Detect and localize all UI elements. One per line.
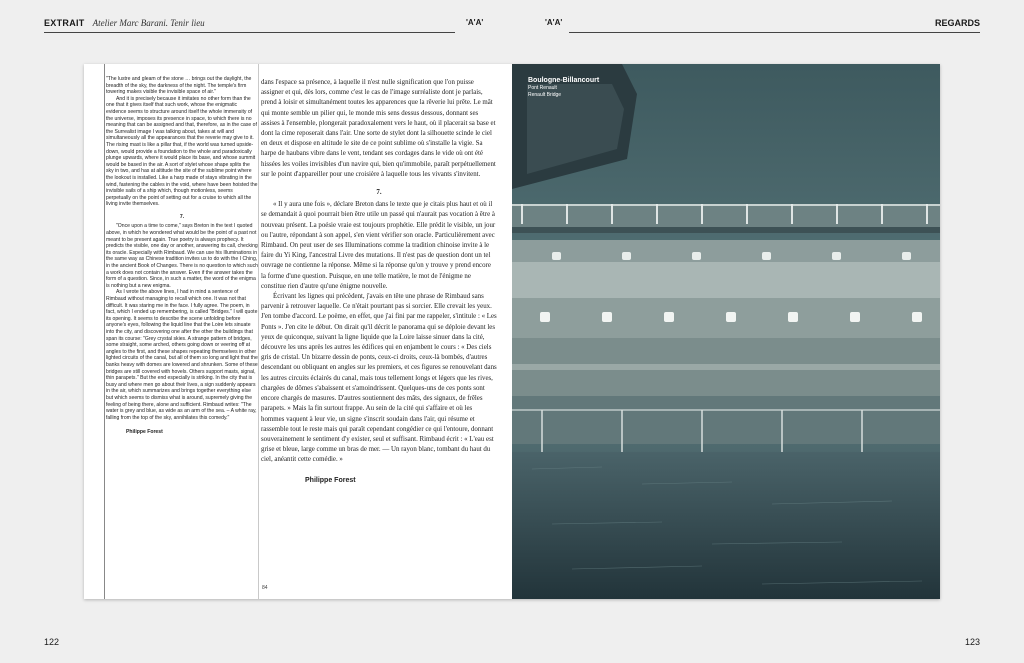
english-paragraph: "Once upon a time to come," says Breton in the text I quoted above, in which he wondered what would be the point of a past not meant to be present again. True poetry is always prophecy. It predicts the visible, one day or another, answering its call, checking its oracle. Especially with Rimbaud. We can use his Illuminations in the same way as Chinese tradition invites us to do with the I Ching, in the ancient Book of Changes. There is no question to which such a work does not contain the answer. Even if the answer takes the form of a question. Since, in such a matter, the word of the enigma is nothing but a new enigma. — [106, 223, 258, 289]
chapter-subtitle: Atelier Marc Barani. Tenir lieu — [92, 18, 205, 28]
english-paragraph: "The lustre and gleam of the stone … brings out the daylight, the breadth of the sky, the darkness of the night. The temple's firm towering makes visible the invisible space of air." — [106, 76, 252, 96]
french-paragraph: dans l'espace sa présence, à laquelle il n'est nulle signification que l'on puisse assigner et qui, dès lors, comme c'est le cas de l'image surréaliste dont je parlais, prend à loisir et simultanément toutes les apparences que la rêverie lui prête. Le mât qui monte semble un pilier qui, le monde mis sens dessus dessous, donnant ses assises à l'ensemble, plongerait paradoxalement vers le haut, où il placerait sa base et dont la cime reposerait dans l'air. Une sorte de stylet dont la silhouette scinde le ciel en deux et dispose en altitude le site de ce point sublime où s'installe la vigie. Sa harpe de haubans vibre dans le vent, tendant ses cordages dans le vide où ont été hissées les voiles invisibles d'un navire qui, bien qu'immobile, paraît perpétuellement sur le point d'appareiller pour une croisière à laquelle tous les vivants s'invitent. — [261, 79, 496, 178]
french-text-column — [261, 78, 497, 578]
french-signature: Philippe Forest — [305, 476, 356, 484]
photo-caption — [528, 77, 599, 99]
caption-title: Boulogne-Billancourt — [528, 77, 600, 84]
header-rule-right — [569, 32, 980, 33]
page-number-left: 122 — [44, 637, 60, 647]
book-spread — [84, 64, 940, 599]
english-signature: Philippe Forest — [126, 429, 163, 436]
running-header-left — [44, 18, 205, 28]
english-paragraph: As I wrote the above lines, I had in mind a sentence of Rimbaud without managing to recall which one. It was not that difficult. It was staring me in the face. I fully agree. The poem, in fact, which I ended up remembering, is called "Bridges." I will quote its opening. It seems to describe the scene unfolding before anyone's eyes, following the liquid line that the Loire lets sinuate into the city, and discovering one after the other the buildings that span its course: "Grey crystal skies. A strange pattern of bridges, some straight, some arched, others going down or veering off at angles to the first, and these shapes repeating themselves in other lighted circuits of the canal, but all of them so long and light that the banks heavy with domes are lowered and shrunken. Some of these bridges are still covered with hovels. Others support masts, signal, thin parapets." But the end especially is striking. In the city that is busy and where men go about their lives, a sign suddenly appears in the air, which summarizes and brings together everything else but which seems to dismiss what is around, supremely giving the feeling of being there, alone and sufficient. Rimbaud writes: "The water is grey and blue, as wide as an arm of the sea. – A white ray, falling from the top of the sky, annihilates this comedy." — [106, 289, 258, 421]
left-column-rule — [104, 64, 105, 599]
header-rule-left — [44, 32, 455, 33]
header-mark-left: 'A'A' — [466, 18, 484, 27]
caption-subtitle: Pont Renault — [528, 85, 557, 91]
gutter-rule — [258, 64, 259, 599]
french-section-number: 7. — [376, 189, 382, 197]
bridge-photograph — [512, 64, 940, 599]
section-label-right: REGARDS — [934, 18, 980, 28]
header-mark-right: 'A'A' — [545, 18, 563, 27]
french-paragraph: « Il y aura une fois », déclare Breton dans le texte que je citais plus haut et où il se demandait à quoi pourrait bien être utile un passé qui n'aurait pas vocation à être à nouveau présent. La poésie vraie est toujours prophétie. Elle prédit le visible, un jour ou l'autre, répondant à son appel, s'en vient vérifier son oracle. Particulièrement avec Rimbaud. On peut user de ses Illuminations comme la tradition chinoise invite à le faire du Yi King, l'ancestral Livre des mutations. Il n'est pas de question dont un tel ouvrage ne contienne la réponse. Même si la réponse qu'on y trouve y prend encore la forme d'une question. Puisque, en une telle matière, le mot de l'énigme ne constitue rien d'autre qu'une énigme nouvelle. — [261, 201, 496, 290]
section-label: EXTRAIT — [44, 18, 85, 28]
english-paragraph: And it is precisely because it imitates no other form than the one that it gives itself that such work, whose the enigmatic evidence seems to structure around itself the whole immensity of the universe, imposes its presence in space, to which there is no meaning that can be assigned and that, therefore, as in the case of the Surrealist image I was talking about, takes at will and simultaneously all the appearances that the reverie may give to it. The rising mast is like a pillar that, if the world was turned upside-down, would provide a foundation to the whole and paradoxically plunge upwards, where it would place its base, and whose summit would be based in the air. A sort of stylet whose shape splits the sky in two, and has at altitude the site of the sublime point where the lookout is installed. Like a harp made of stays vibrating in the wind, fastening the cables in the void, where have been hoisted the invisible sails of a ship which, though motionless, seems perpetually on the point of setting out for a cruise to which all the living invite themselves. — [106, 95, 258, 208]
caption-english: Renault Bridge — [528, 92, 562, 98]
english-section-number: 7. — [179, 213, 185, 220]
folio-number: 84 — [262, 585, 268, 591]
bridge-photo-image — [512, 64, 940, 599]
english-translation-column — [106, 76, 258, 586]
page-number-right: 123 — [964, 637, 980, 647]
french-paragraph: Écrivant les lignes qui précèdent, j'avais en tête une phrase de Rimbaud sans parvenir à retrouver laquelle. Ce n'était pourtant pas si sorcier. Elle crevait les yeux. J'en tombe d'accord. Le poème, en effet, que j'ai fini par me rappeler, s'intitule : « Les Ponts ». J'en cite le début. On dirait qu'il décrit le panorama qui se déploie devant les yeux de quiconque, suivant la ligne liquide que la Loire laisse sinuer dans la cité, découvre les uns après les autres les édifices qui en enjambent le cours : « Des ciels gris de cristal. Un bizarre dessin de ponts, ceux-ci droits, ceux-là bombés, d'autres descendant ou obliquant en angles sur les premiers, et ces figures se renouvelant dans les autres circuits éclairés du canal, mais tous tellement longs et légers que les rives, chargées de dômes s'abaissent et s'amoindrissent. Quelques-uns de ces ponts sont encore chargés de masures. D'autres soutiennent des mâts, des signaux, de frêles parapets. » Mais la fin surtout frappe. Au sein de la cité qui s'affaire et où les hommes vaquent à leur vie, un signe s'inscrit soudain dans l'air, qui résume et rassemble tout le reste mais qui paraît cependant congédier ce qui l'entoure, donnant souverainement le sentiment d'y exister, seul et suffisant. Rimbaud écrit : « L'eau est grise et bleue, large comme un bras de mer. — Un rayon blanc, tombant du haut du ciel, anéantit cette comédie. » — [261, 293, 497, 464]
